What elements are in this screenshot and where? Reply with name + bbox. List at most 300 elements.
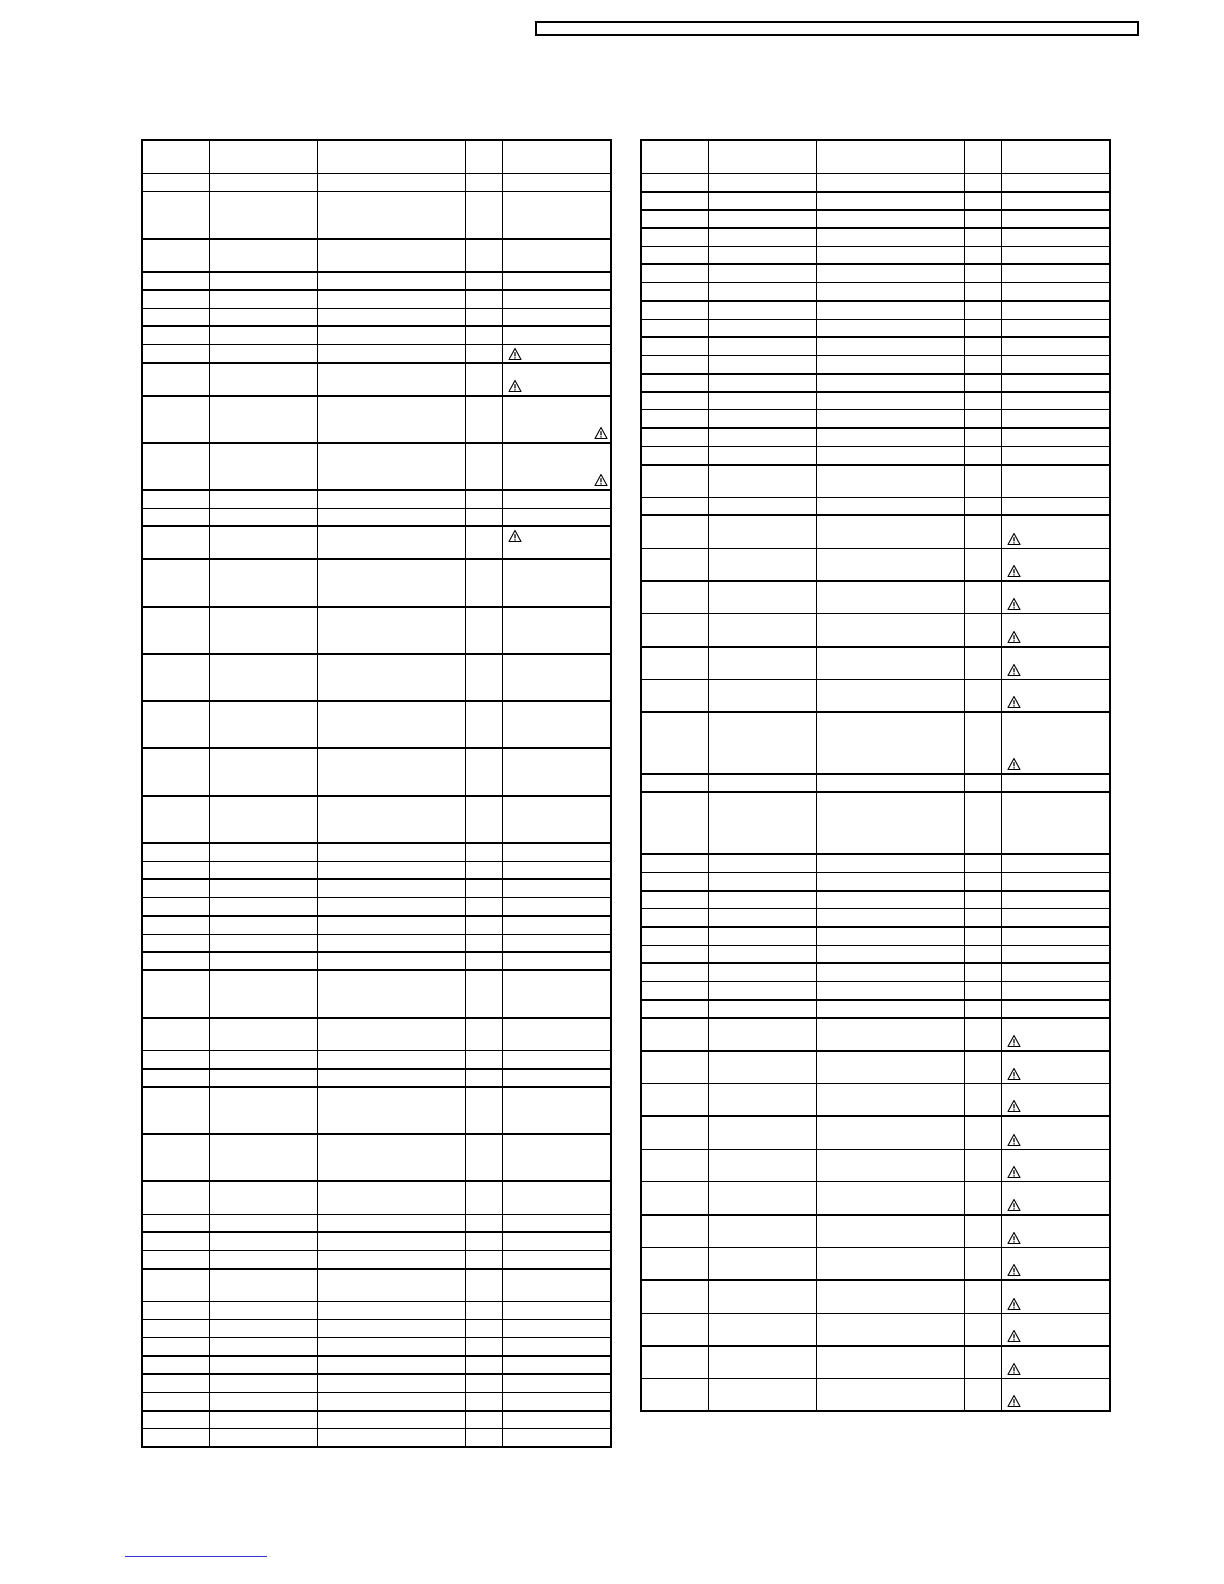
cell-part-no [209,1134,317,1181]
cell-qty [465,843,502,861]
table-row [641,1116,1110,1149]
cell-part-name [816,647,964,680]
cell-ref-no [142,898,209,916]
cell-qty [964,854,1001,872]
cell-part-name [317,326,465,344]
table-row [641,1215,1110,1248]
parts-rows [641,174,1110,1412]
cell-remarks [1001,515,1110,548]
cell-ref-no [142,796,209,843]
cell-remarks [1001,337,1110,355]
cell-part-no [708,283,816,301]
cell-part-no [708,174,816,192]
cell-remarks [502,916,611,934]
cell-qty [465,272,502,290]
cell-part-no [209,861,317,879]
cell-part-name [317,934,465,952]
table-row [142,239,611,272]
cell-part-no [209,607,317,654]
cell-ref-no [142,607,209,654]
header-remarks [1001,140,1110,174]
cell-part-no [708,679,816,712]
table-row [641,410,1110,428]
table-row [641,428,1110,446]
cell-remarks [1001,679,1110,712]
cell-part-name [317,290,465,308]
header-part-name [317,140,465,174]
warning-triangle-icon [1007,597,1021,611]
cell-part-name [317,1018,465,1051]
cell-part-no [209,192,317,239]
table-row [142,1269,611,1302]
cell-part-no [708,497,816,515]
cell-part-name [816,1000,964,1018]
table-row [641,1051,1110,1084]
table-row [142,1393,611,1411]
cell-part-name [816,515,964,548]
cell-ref-no [142,290,209,308]
cell-qty [964,927,1001,945]
cell-part-name [816,355,964,373]
cell-ref-no [641,1000,708,1018]
cell-remarks [502,1411,611,1429]
cell-remarks [502,308,611,326]
table-row [142,490,611,508]
cell-ref-no [142,526,209,559]
warning-triangle-icon [1007,564,1021,578]
cell-part-name [816,1051,964,1084]
cell-part-name [317,192,465,239]
cell-part-no [708,963,816,981]
cell-qty [964,712,1001,774]
table-row [142,934,611,952]
cell-qty [465,1269,502,1302]
table-row [142,898,611,916]
cell-part-no [209,1018,317,1051]
table-row [641,1000,1110,1018]
cell-ref-no [641,792,708,854]
cell-ref-no [142,1302,209,1320]
cell-qty [964,174,1001,192]
cell-ref-no [641,927,708,945]
cell-qty [465,443,502,490]
cell-part-name [317,1134,465,1181]
header-remarks [502,140,611,174]
cell-qty [465,559,502,606]
table-row [142,192,611,239]
cell-qty [964,1051,1001,1084]
cell-qty [964,679,1001,712]
table-row [641,909,1110,927]
cell-qty [964,1215,1001,1248]
cell-qty [465,1411,502,1429]
cell-ref-no [142,174,209,192]
table-row [142,1214,611,1232]
table-row [142,654,611,701]
page-header-box [535,21,1139,36]
cell-remarks [502,952,611,970]
cell-part-no [708,465,816,498]
cell-part-name [816,963,964,981]
cell-part-name [317,916,465,934]
cell-part-name [317,748,465,795]
cell-part-no [708,264,816,282]
cell-part-no [708,374,816,392]
cell-ref-no [641,1346,708,1379]
cell-remarks [1001,374,1110,392]
cell-ref-no [641,982,708,1000]
cell-remarks [1001,1000,1110,1018]
cell-remarks [502,654,611,701]
cell-part-name [816,446,964,464]
cell-part-no [708,1313,816,1346]
cell-part-no [708,1149,816,1182]
cell-part-name [317,952,465,970]
cell-part-no [708,1084,816,1117]
cell-qty [964,1018,1001,1051]
cell-part-no [708,1346,816,1379]
cell-ref-no [641,774,708,792]
cell-ref-no [142,1087,209,1134]
cell-part-name [317,272,465,290]
cell-part-name [317,1269,465,1302]
cell-part-name [317,1411,465,1429]
table-row [641,1248,1110,1281]
table-row [641,355,1110,373]
cell-remarks [1001,497,1110,515]
table-row [641,337,1110,355]
header-part-no [209,140,317,174]
cell-ref-no [142,952,209,970]
cell-remarks [502,934,611,952]
cell-ref-no [142,916,209,934]
table-row [641,1346,1110,1379]
cell-ref-no [641,945,708,963]
cell-remarks [1001,581,1110,614]
warning-triangle-icon [1007,1099,1021,1113]
cell-part-no [708,712,816,774]
table-row [641,647,1110,680]
cell-remarks [1001,712,1110,774]
cell-part-name [317,861,465,879]
cell-ref-no [142,192,209,239]
cell-qty [964,1313,1001,1346]
cell-part-name [317,1393,465,1411]
header-part-name [816,140,964,174]
cell-part-no [209,526,317,559]
cell-qty [964,891,1001,909]
cell-remarks [502,1356,611,1374]
cell-remarks [1001,1182,1110,1215]
cell-qty [964,792,1001,854]
cell-part-name [816,792,964,854]
cell-part-name [317,308,465,326]
cell-remarks [502,843,611,861]
cell-qty [964,872,1001,890]
cell-qty [465,1214,502,1232]
table-row [142,290,611,308]
cell-part-name [317,559,465,606]
table-row [641,465,1110,498]
table-row [142,1251,611,1269]
cell-qty [964,465,1001,498]
cell-part-no [708,301,816,319]
cell-ref-no [641,210,708,228]
cell-ref-no [641,1149,708,1182]
cell-qty [964,192,1001,210]
cell-part-name [816,228,964,246]
cell-remarks [1001,1346,1110,1379]
warning-triangle-icon [1007,630,1021,644]
cell-qty [465,326,502,344]
warning-triangle-icon [1007,1198,1021,1212]
warning-triangle-icon [1007,1034,1021,1048]
cell-part-name [317,239,465,272]
cell-part-no [708,1182,816,1215]
cell-ref-no [142,363,209,396]
cell-ref-no [641,872,708,890]
cell-part-no [209,326,317,344]
cell-qty [964,909,1001,927]
cell-remarks [502,490,611,508]
cell-part-no [209,363,317,396]
cell-ref-no [641,465,708,498]
cell-part-no [708,581,816,614]
cell-part-no [209,916,317,934]
cell-remarks [502,1214,611,1232]
warning-triangle-icon [1007,663,1021,677]
cell-remarks [1001,927,1110,945]
table-row [142,1232,611,1250]
cell-part-no [209,272,317,290]
cell-remarks [1001,854,1110,872]
table-row [641,192,1110,210]
table-row [641,774,1110,792]
cell-qty [465,363,502,396]
cell-remarks [1001,647,1110,680]
cell-part-name [816,337,964,355]
cell-part-no [708,647,816,680]
cell-qty [964,392,1001,410]
cell-remarks [1001,301,1110,319]
cell-part-name [816,1018,964,1051]
cell-part-name [317,1429,465,1447]
cell-qty [465,879,502,897]
cell-remarks [1001,392,1110,410]
cell-part-name [317,526,465,559]
cell-part-name [317,1356,465,1374]
cell-part-name [317,701,465,748]
cell-part-name [317,490,465,508]
cell-remarks [502,748,611,795]
cell-part-name [816,374,964,392]
table-row [641,792,1110,854]
cell-part-name [816,1084,964,1117]
cell-ref-no [142,1338,209,1356]
cell-part-name [317,607,465,654]
cell-remarks [502,1338,611,1356]
cell-qty [964,428,1001,446]
cell-ref-no [641,891,708,909]
cell-ref-no [641,174,708,192]
cell-ref-no [142,934,209,952]
cell-remarks [1001,246,1110,264]
table-row [641,854,1110,872]
cell-ref-no [142,443,209,490]
cell-qty [465,796,502,843]
cell-qty [465,607,502,654]
cell-part-no [708,319,816,337]
cell-qty [465,654,502,701]
cell-ref-no [641,712,708,774]
cell-remarks [1001,1051,1110,1084]
cell-ref-no [142,1251,209,1269]
cell-part-no [708,872,816,890]
warning-triangle-icon [1007,1133,1021,1147]
header-qty [465,140,502,174]
table-row [641,515,1110,548]
table-row [641,548,1110,581]
header-ref-no [142,140,209,174]
cell-ref-no [142,843,209,861]
cell-part-name [816,872,964,890]
cell-remarks [1001,872,1110,890]
table-row [641,945,1110,963]
cell-part-no [708,548,816,581]
cell-remarks [502,701,611,748]
table-row [142,326,611,344]
table-row [142,861,611,879]
cell-part-name [317,443,465,490]
cell-qty [964,1346,1001,1379]
cell-ref-no [142,559,209,606]
header-part-no [708,140,816,174]
cell-ref-no [641,581,708,614]
cell-part-name [816,1313,964,1346]
cell-part-no [209,345,317,363]
cell-ref-no [641,909,708,927]
warning-triangle-icon [1007,1297,1021,1311]
cell-remarks [502,879,611,897]
table-row [142,1338,611,1356]
cell-part-name [816,301,964,319]
cell-qty [465,1087,502,1134]
cell-remarks [1001,1018,1110,1051]
cell-part-no [708,1116,816,1149]
cell-part-no [209,174,317,192]
cell-qty [964,548,1001,581]
header-ref-no [641,140,708,174]
cell-qty [964,283,1001,301]
cell-remarks [502,1087,611,1134]
cell-part-name [816,410,964,428]
cell-qty [465,1302,502,1320]
cell-ref-no [142,1018,209,1051]
cell-part-no [209,1269,317,1302]
cell-part-no [209,879,317,897]
cell-part-no [708,1051,816,1084]
cell-qty [964,1182,1001,1215]
cell-part-name [317,1069,465,1087]
cell-qty [964,945,1001,963]
cell-qty [964,774,1001,792]
cell-remarks [1001,792,1110,854]
table-row [641,264,1110,282]
cell-part-name [816,174,964,192]
cell-ref-no [142,701,209,748]
cell-ref-no [641,963,708,981]
table-row [641,1084,1110,1117]
cell-part-name [816,581,964,614]
cell-qty [964,228,1001,246]
cell-ref-no [641,1379,708,1412]
table-row [142,1374,611,1392]
cell-qty [465,1018,502,1051]
table-row [142,345,611,363]
cell-ref-no [142,490,209,508]
cell-part-name [816,679,964,712]
warning-triangle-icon [1007,532,1021,546]
cell-qty [465,748,502,795]
cell-part-name [816,192,964,210]
cell-remarks [1001,548,1110,581]
cell-remarks [1001,1379,1110,1412]
cell-part-no [209,796,317,843]
cell-qty [465,934,502,952]
cell-ref-no [641,647,708,680]
cell-remarks [502,192,611,239]
table-row [142,174,611,192]
cell-qty [964,1084,1001,1117]
cell-remarks [502,396,611,443]
cell-part-name [317,363,465,396]
cell-part-name [816,1379,964,1412]
cell-remarks [502,239,611,272]
cell-part-no [708,515,816,548]
cell-qty [465,192,502,239]
cell-remarks [1001,982,1110,1000]
table-row [142,879,611,897]
cell-part-no [708,355,816,373]
cell-part-no [209,1411,317,1429]
table-row [142,843,611,861]
cell-remarks [502,1269,611,1302]
footer-link[interactable] [125,1556,267,1557]
cell-part-name [317,1214,465,1232]
cell-qty [465,345,502,363]
cell-part-name [317,970,465,1017]
cell-part-name [816,982,964,1000]
table-row [641,927,1110,945]
cell-ref-no [142,1134,209,1181]
cell-ref-no [641,192,708,210]
cell-part-name [816,465,964,498]
table-row [641,679,1110,712]
cell-part-no [209,1087,317,1134]
cell-part-name [317,796,465,843]
cell-part-name [816,1149,964,1182]
cell-ref-no [641,246,708,264]
cell-remarks [502,526,611,559]
cell-remarks [1001,446,1110,464]
cell-remarks [1001,410,1110,428]
cell-qty [465,1393,502,1411]
cell-remarks [502,861,611,879]
cell-ref-no [641,1313,708,1346]
cell-part-name [816,614,964,647]
cell-qty [964,497,1001,515]
cell-qty [465,1356,502,1374]
